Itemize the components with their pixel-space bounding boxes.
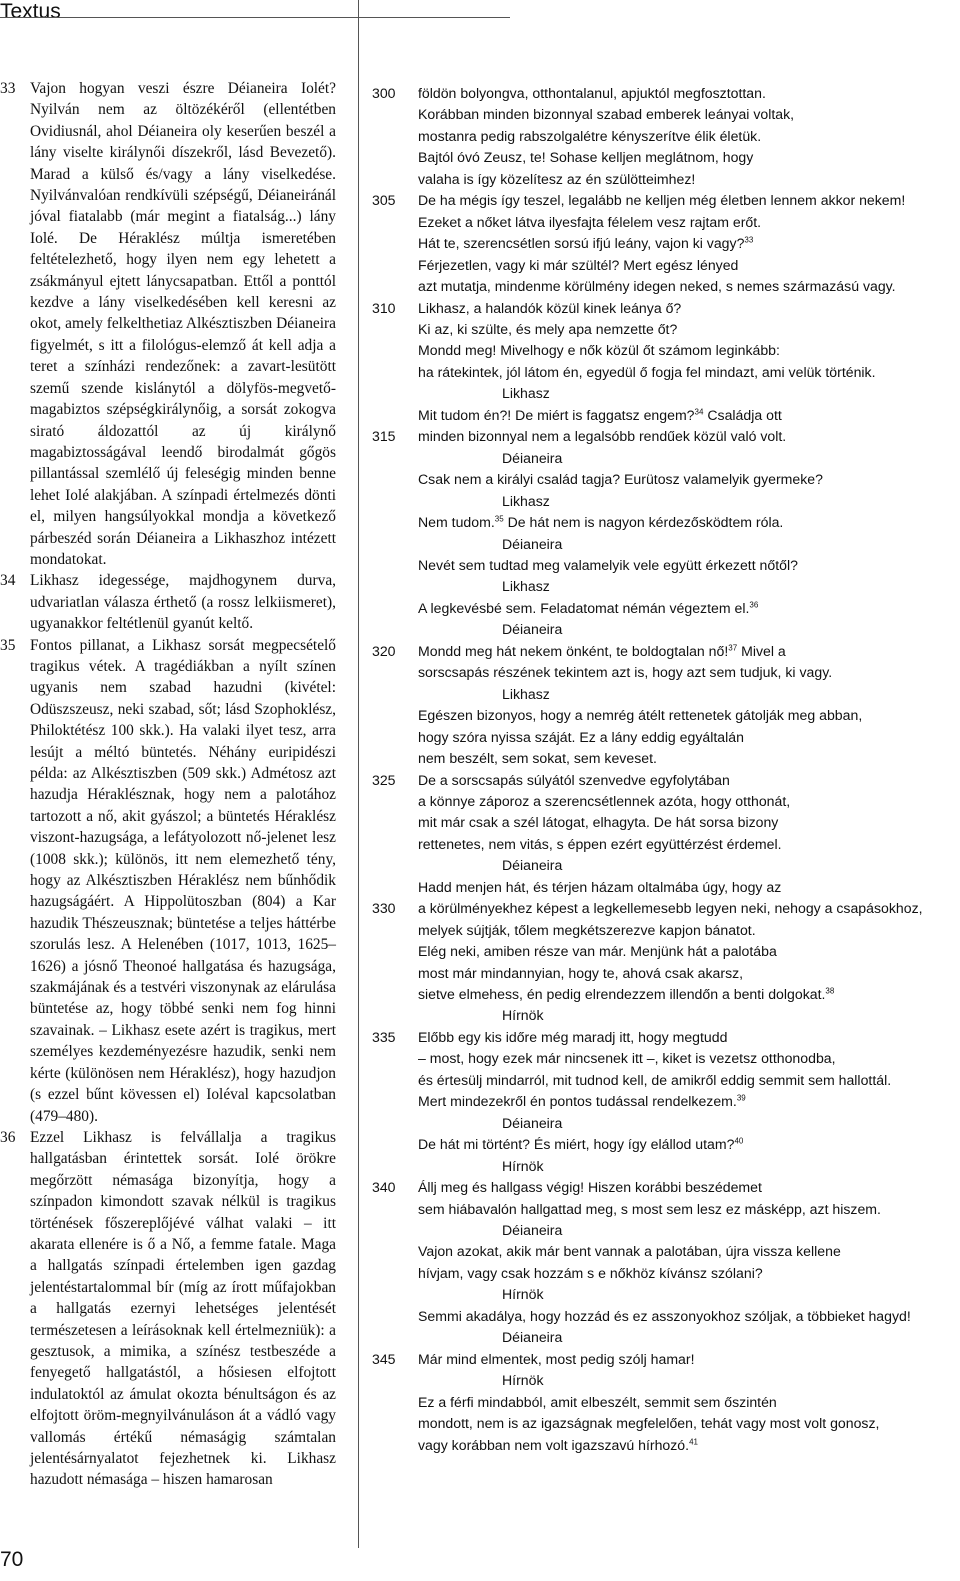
speaker-name: Déianeira	[502, 1329, 563, 1346]
line-number: 325	[372, 771, 396, 788]
verse-line	[372, 362, 960, 383]
verse-text: Csak nem a királyi család tagja? Eurütosz valamelyik gyermeke?	[418, 471, 823, 488]
verse-line	[372, 1241, 960, 1262]
verse-line	[372, 1263, 960, 1284]
verse-line	[372, 812, 960, 833]
verse-line	[372, 984, 960, 1005]
verse-line	[372, 340, 960, 361]
line-number: 330	[372, 900, 396, 917]
footnote-ref: 35	[494, 514, 504, 524]
verse-text: a könnye záporoz a szerencsétlennek azóta, hogy otthonát,	[418, 792, 791, 809]
footnote-number: 35	[0, 636, 16, 654]
verse-text: rettenetes, nem vitás, s éppen ezért együttérzést érdemel.	[418, 835, 782, 852]
verse-text: Mert mindezekről én pontos tudással rendelkezem.	[418, 1093, 737, 1110]
verse-text: és értesülj mindarról, mit tudnod kell, de amikről eddig semmit sem hallottál.	[418, 1071, 892, 1088]
verse-text: A legkevésbé sem. Feladatomat némán végeztem el.	[418, 599, 750, 616]
speaker-name: Likhasz	[502, 492, 550, 509]
verse-line	[372, 1027, 960, 1048]
verse-text: Vajon azokat, akik már bent vannak a palotában, újra vissza kellene	[418, 1243, 841, 1260]
verse-text: nem beszélt, sem sokat, sem keveset.	[418, 750, 657, 767]
verse-line	[372, 255, 960, 276]
line-number: 305	[372, 192, 396, 209]
verse-line	[372, 1091, 960, 1112]
verse-text: minden bizonnyal nem a legalsóbb rendűek közül való volt.	[418, 428, 787, 445]
speaker-name: Déianeira	[502, 621, 563, 638]
footnotes-column	[0, 78, 336, 1491]
verse-line	[372, 83, 960, 104]
verse-text: Egészen bizonyos, hogy a nemrég átélt rettenetek gátolják meg abban,	[418, 707, 863, 724]
column-divider	[358, 0, 359, 1548]
page-number: 70	[0, 1548, 24, 1571]
verse-text: Semmi akadálya, hogy hozzád és ez asszonyokhoz szóljak, a többieket hagyd!	[418, 1307, 911, 1324]
verse-text: ha rátekintek, jól látom én, egyedül ő fogja fel mindazt, ami velük történik.	[418, 363, 876, 380]
speaker-name: Likhasz	[502, 578, 550, 595]
speaker-name: Déianeira	[502, 1114, 563, 1131]
verse-text: Állj meg és hallgass végig! Hiszen korábbi beszédemet	[418, 1179, 762, 1196]
footnote-text: Vajon hogyan veszi észre Déianeira Iolét? Nyilván nem az öltözékéről (ellentétben Ovidiusnál, ahol Déianeira oly keserűen beszél a lány viselte királynői díszekről, lásd Bevezető). Marad a külső és/vagy a lány viselkedése. Nyilvánvalóan rendkívüli szépségű, Déianeiránál jóval fiatalabb (már megint a fiatalság...) lány Iolé. De Héraklész múltja ismeretében feltételezhető, hogy ilyen nem egy lehetett a zsákmányul ejtett lánycsapatban. Ettől a ponttól kezdve a lány viselkedésében kell keresni az okot, amely felkelthetiaz Alkésztiszben Déianeira figyelmét, s itt a filológus-elemző át kell adja a teret a színházi rendezőnek: a zavart-lesütött szemű szende kislánytól a dölyfös-megvető-magabiztos szépségkirálynőig, a sorsát zokogva sirató áldozattól az új királynő magabiztosságával leendő birodalmát gőgös pillantással szemlélő új feleségig minden benne lehet Iolé alakjában. A színpadi értelmezés dönti el, milyen hangsúlyokkal mondja a következő párbeszéd során Déianeira a Likhaszhoz intézett mondatokat.	[30, 80, 336, 568]
verse-text: Már mind elmentek, most pedig szólj hamar!	[418, 1350, 695, 1367]
speaker-name: Déianeira	[502, 535, 563, 552]
verse-text: a körülményekhez képest a legkellemesebb legyen neki, nehogy a csapásokhoz,	[418, 900, 923, 917]
verse-line	[372, 770, 960, 791]
footnote-number: 36	[0, 1128, 16, 1146]
verse-line	[372, 1048, 960, 1069]
footnote-text: Fontos pillanat, a Likhasz sorsát megpecsételő tragikus vétek. A tragédiákban a nyílt színen ugyanis nem szabad hazudni (kivétel: Odüszszeusz, neki szabad, sőt; lásd Szophoklész, Philoktétész 100 skk.). Ha valaki ilyet tesz, arra lesújt a méltó büntetés. Néhány euripidészi példa: az Alkésztiszben (509 skk.) Admétosz azt hazudja Héraklésznak, hogy nem a palotához tartozott a nő, akit gyászol; a büntetés Héraklész viszont-hazugsága, a lefátyolozott nő-jelenet lesz (1008 skk.); különös, itt nem elemezhető tény, hogy az Alkésztiszben Héraklész nem bűnhődik hazugságáért. A Hippolütoszban (804) a Kar hazudik Thészeusznak; büntetése a teljes háttérbe szorulás lesz. A Helenében (1017, 1013, 1625–1626) a jósnő Theonoé hallgatása és hazugsága, szakmájának és a testvéri viszonynak az elárulása büntetése az, hogy többé senki nem fog hinni szavainak. – Likhasz esete azért is tragikus, mert személyes kezdeményezésre hazudik, senki nem kérte (különösen nem Héraklész), hogy hazudjon (s ezzel bűnt kövessen el) Ioléval kapcsolatban (479–480).	[30, 636, 336, 1125]
speaker-name: Hírnök	[502, 1372, 544, 1389]
verse-line	[372, 791, 960, 812]
verse-text: Korábban minden bizonnyal szabad emberek leányai voltak,	[418, 106, 795, 123]
line-number: 300	[372, 85, 396, 101]
verse-text-continued: Családja ott	[707, 406, 782, 423]
verse-line	[372, 405, 960, 426]
verse-text: – most, hogy ezek már nincsenek itt –, kiket is vezetsz otthonodba,	[418, 1050, 836, 1067]
footnote	[0, 78, 336, 570]
verse-line	[372, 1070, 960, 1091]
verse-text: Hadd menjen hát, és térjen házam oltalmába úgy, hogy az	[418, 878, 782, 895]
verse-text: Mondd meg! Mivelhogy e nők közül őt számom leginkább:	[418, 342, 780, 359]
footnote-number: 34	[0, 572, 16, 590]
verse-text: most már mindannyian, hogy te, ahová csak akarsz,	[418, 964, 744, 981]
footnote-ref: 40	[734, 1136, 744, 1146]
verse-line	[372, 898, 960, 919]
verse-line	[372, 233, 960, 254]
verse-text: Bajtól óvó Zeusz, te! Sohase kelljen meglátnom, hogy	[418, 149, 754, 166]
verse-text: mit már csak a szél látogat, elhagyta. De hát sorsa bizony	[418, 814, 779, 831]
verse-line	[372, 1435, 960, 1456]
speaker-name: Déianeira	[502, 857, 563, 874]
verse-text: mondott, nem is az igazságnak megfelelően, tehát vagy most volt gonosz,	[418, 1415, 880, 1432]
line-number: 320	[372, 642, 396, 659]
verse-text: De ha mégis így teszel, legalább ne kelljen még életben lennem akkor nekem!	[418, 192, 906, 209]
footnote-number: 33	[0, 80, 16, 97]
verse-text: Ez a férfi mindabból, amit elbeszélt, semmit sem őszintén	[418, 1393, 777, 1410]
line-number: 310	[372, 299, 396, 316]
verse-text: földön bolyongva, otthontalanul, apjuktól megfosztottan.	[418, 85, 766, 101]
verse-line	[372, 1306, 960, 1327]
verse-line	[372, 1177, 960, 1198]
verse-text-continued: De hát nem is nagyon kérdezősködtem róla.	[507, 514, 784, 531]
line-number: 340	[372, 1179, 396, 1196]
speaker-name: Likhasz	[502, 685, 550, 702]
verse-text: mostanra pedig rabszolgalétre kényszerítve élik életük.	[418, 127, 762, 144]
verse-text: sietve elmehess, én pedig elrendezzem illendőn a benti dolgokat.	[418, 986, 826, 1003]
verse-line	[372, 920, 960, 941]
speaker-name: Déianeira	[502, 449, 563, 466]
verse-line	[372, 319, 960, 340]
verse-line	[372, 104, 960, 125]
footnote	[0, 635, 336, 1127]
verse-text-continued: Mivel a	[741, 642, 786, 659]
verse-text: Mit tudom én?! De miért is faggatsz engem?	[418, 406, 695, 423]
verse-text: Nem tudom.	[418, 514, 495, 531]
verse-line	[372, 1413, 960, 1434]
footnote-ref: 41	[689, 1436, 698, 1446]
speaker-name: Hírnök	[502, 1157, 544, 1174]
verse-line	[372, 426, 960, 447]
line-number: 345	[372, 1350, 396, 1367]
verse-line	[372, 963, 960, 984]
verse-text: Hát te, szerencsétlen sorsú ifjú leány, vajon ki vagy?	[418, 235, 745, 252]
speaker-name: Likhasz	[502, 385, 550, 402]
verse-line	[372, 705, 960, 726]
verse-line	[372, 941, 960, 962]
verse-text: Előbb egy kis időre még maradj itt, hogy megtudd	[418, 1028, 728, 1045]
verse-line	[372, 469, 960, 490]
footnote	[0, 1127, 336, 1491]
verse-line	[372, 126, 960, 147]
verse-text: hogy szóra nyissa száját. Ez a lány eddig egyáltalán	[418, 728, 744, 745]
footnote-ref: 39	[736, 1093, 746, 1103]
verse-line	[372, 298, 960, 319]
verse-line	[372, 147, 960, 168]
verse-text: Ki az, ki szülte, és mely apa nemzette őt?	[418, 320, 678, 337]
verse-line	[372, 276, 960, 297]
line-number: 315	[372, 428, 396, 445]
verse-text: sem hiábavalón hallgattad meg, s most sem lesz ez másképp, azt hiszem.	[418, 1200, 881, 1217]
verse-line	[372, 212, 960, 233]
footnote-ref: 36	[749, 600, 759, 610]
speaker-name: Hírnök	[502, 1007, 544, 1024]
verse-line	[372, 1392, 960, 1413]
speaker-name: Hírnök	[502, 1286, 544, 1303]
verse-line	[372, 512, 960, 533]
verse-text: De hát mi történt? És miért, hogy így elállod utam?	[418, 1136, 735, 1153]
running-header: Textus	[0, 0, 61, 23]
verse-text: sorscsapás részének tekintem azt is, hogy azt sem tudjuk, ki vagy.	[418, 664, 833, 681]
verse-text: melyek sújtják, tőlem megkétszerezve kapjon bánatot.	[418, 921, 756, 938]
footnote-ref: 38	[825, 986, 835, 996]
footnote-ref: 37	[728, 643, 738, 653]
verse-column	[372, 83, 960, 1456]
verse-text: Ezeket a nőket látva ilyesfajta félelem vesz rajtam erőt.	[418, 213, 762, 230]
verse-line	[372, 1199, 960, 1220]
verse-line	[372, 555, 960, 576]
footnote	[0, 570, 336, 634]
verse-line	[372, 834, 960, 855]
footnote-text: Ezzel Likhasz is felvállalja a tragikus hallgatásban érintettek sorsát. Iolé örökre megőrzött némasága bizonyítja, hogy a színpadon kimondott szavak nélkül is tragikus történések főszereplőjévé válhat valaki – itt akarata ellenére is ő a Nő, a femme fatale. Maga a hallgatás színpadi értelemben igen gazdag jelentéstartalommal bír (míg az írott műfajokban a hallgatás ezernyi lehetséges jelentését természetesen a leírásoknak kell értelmezniük): a gesztusok, a mimika, a színész testbeszéde a fenyegető hallgatástól, a hősiesen elfojtott indulatoktól az ámulat okozta bénultságon és az elfojtott öröm-megnyilvánuláson át a vádló vagy vallomás értékű némaságig számtalan jelentésárnyalatot fejezhetnek ki. Likhasz hazudott némasága – hiszen hamarosan	[30, 1128, 336, 1489]
verse-text: Elég neki, amiben része van már. Menjünk hát a palotába	[418, 943, 777, 960]
verse-line	[372, 190, 960, 211]
verse-line	[372, 1134, 960, 1155]
verse-text: De a sorscsapás súlyától szenvedve egyfolytában	[418, 771, 730, 788]
verse-text: azt mutatja, mindenme körülmény idegen neked, s nemes származású vagy.	[418, 278, 896, 295]
verse-line	[372, 727, 960, 748]
verse-text: Mondd meg hát nekem önként, te boldogtalan nő!	[418, 642, 729, 659]
footnote-ref: 34	[694, 407, 704, 417]
header-rule	[0, 17, 510, 18]
verse-line	[372, 877, 960, 898]
verse-text: Férjezetlen, vagy ki már szültél? Mert egész lényed	[418, 256, 739, 273]
line-number: 335	[372, 1028, 396, 1045]
speaker-name: Déianeira	[502, 1222, 563, 1239]
verse-text: vagy korábban nem volt igazszavú hírhozó.	[418, 1436, 690, 1453]
verse-line	[372, 662, 960, 683]
verse-text: Nevét sem tudtad meg valamelyik vele együtt érkezett nőtől?	[418, 556, 798, 573]
footnote-text: Likhasz idegessége, majdhogynem durva, udvariatlan válasza érthető (a rossz lelkiismeret), ugyanakkor feltétlenül gyanút keltő.	[30, 572, 336, 633]
verse-text: hívjam, vagy csak hozzám s e nőkhöz kívánsz szólani?	[418, 1264, 763, 1281]
verse-line	[372, 748, 960, 769]
verse-text: valaha is így közelítesz az én szülötteimhez!	[418, 170, 696, 187]
footnote-ref: 33	[744, 235, 754, 245]
verse-line	[372, 598, 960, 619]
verse-text: Likhasz, a halandók közül kinek leánya ő?	[418, 299, 682, 316]
verse-line	[372, 641, 960, 662]
verse-line	[372, 169, 960, 190]
verse-line	[372, 1349, 960, 1370]
